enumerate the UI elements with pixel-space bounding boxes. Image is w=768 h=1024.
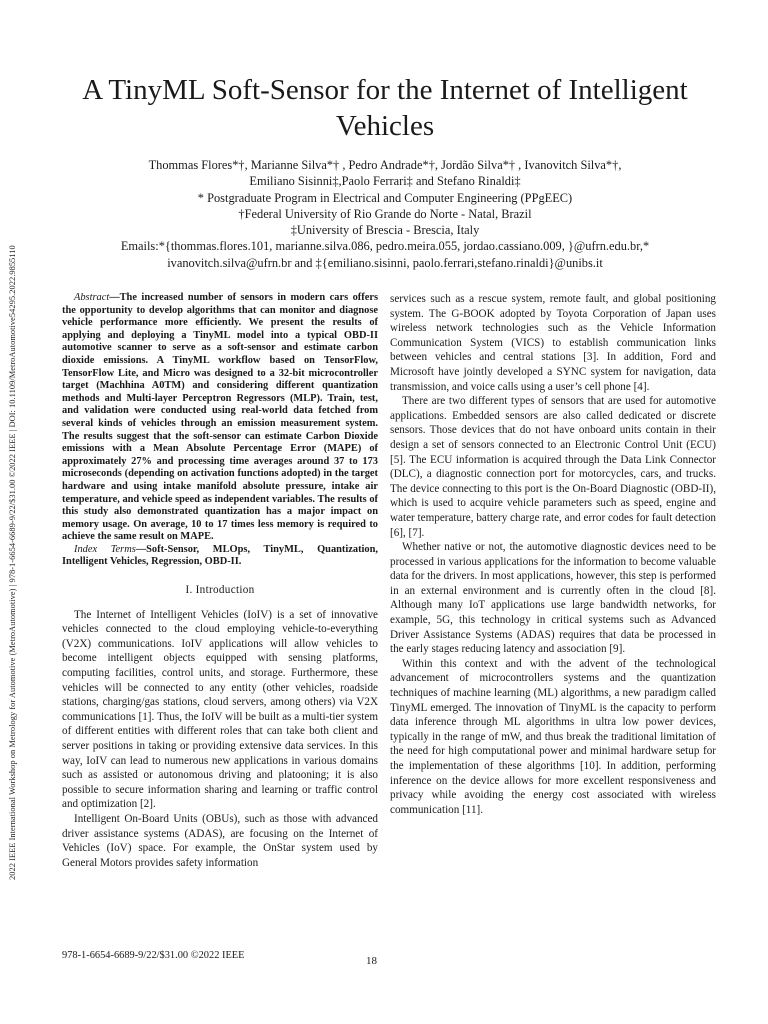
index-terms-text: —Soft-Sensor, MLOps, TinyML, Quantization, Intelligent Vehicles, Regression, OBD-II. bbox=[62, 543, 378, 568]
paper-title: A TinyML Soft-Sensor for the Internet of Intelligent Vehicles bbox=[82, 74, 688, 142]
paragraph: The Internet of Intelligent Vehicles (IoIV) is a set of innovative vehicles connected to the cloud employing vehicle-to-everything (V2X) communications. IoIV applications will allow vehicles to become intelligent objects equipped with sensing platforms, computing facilities, control units, and storage. Furthermore, these vehicles will be connected to any entity (other vehicles, roadside stations, charging/gas stations, cloud servers, among others) via V2X communications [1]. Thus, the IoIV will be built as a multi-tier system of different entities with different roles that can take both client and server positions in taking or providing extensive data services. In this way, IoIV can lead to numerous new applications in various domains such as assisted or autonomous driving and platooning; it is also possible to secure information sharing and learning or traffic control and optimization [2]. bbox=[62, 608, 378, 811]
abstract-label: Abstract bbox=[74, 292, 110, 303]
section-heading-introduction: I. Introduction bbox=[185, 584, 255, 597]
abstract-text: —The increased number of sensors in modern cars offers the opportunity to develop algorithms that can monitor and diagnose vehicle performance more efficiently. We present the results of applying and deploying a TinyML model into a typical OBD-II automotive scanner to serve as a soft-sensor and estimate carbon dioxide emissions. A TinyML workflow based on TensorFlow, TensorFlow Lite, and Micro was designed to a 32-bit microcontroller target (Machhina A0TM) and considering different quantization methods and Multi-layer Perceptron Regressors (MLP). Train, test, and validation were conducted using real-world data fetched from several kinds of vehicles through an emission measurement system. The results suggest that the soft-sensor can estimate Carbon Dioxide emissions with a Mean Absolute Percentage Error (MAPE) of approximately 27% and processing time averages around 37 to 173 microseconds (depending on activation functions adopted) in the target hardware and using intake manifold absolute pressure, intake air temperature, and vehicle speed as independent variables. The results of this study also demonstrated quantization has a major impact on memory usage. On average, 10 to 17 times less memory is required to achieve the same result on MAPE. bbox=[62, 292, 378, 543]
doi-banner-text: 2022 IEEE International Workshop on Metrology for Automotive (MetroAutomotive) | 978-1-6654-6689-9/22/$31.00 ©2022 IEEE | DOI: 10.1109/MetroAutomotive54295.2022.9855110 bbox=[8, 245, 17, 880]
abstract bbox=[62, 292, 378, 544]
emails-line-1: Emails:*{thommas.flores.101, marianne.silva.086, pedro.meira.055, jordao.cassiano.009, }@ufrn.edu.br,* bbox=[120, 239, 650, 254]
index-terms-label: Index Terms bbox=[74, 543, 136, 555]
paragraph: Intelligent On-Board Units (OBUs), such as those with advanced driver assistance systems (ADAS), are focusing on the Internet of Vehicles (IoV) space. For example, the OnStar system used by General Motors provides safety information bbox=[62, 812, 378, 869]
page-number: 18 bbox=[366, 955, 377, 967]
authors-line-1: Thommas Flores*†, Marianne Silva*† , Pedro Andrade*†, Jordão Silva*† , Ivanovitch Silva*†, bbox=[148, 158, 622, 172]
affiliation-1: * Postgraduate Program in Electrical and Computer Engineering (PPgEEC) bbox=[197, 190, 573, 205]
paragraph: Whether native or not, the automotive diagnostic devices need to be processed in various applications for the information to become valuable data for the drivers. In most applications, however, this step is performed in an external environment and is currently often in the cloud [8]. Although many IoT applications use large bandwidth networks, for example, 5G, this technology in critical systems such as Advanced Driver Assistance Systems (ADAS) requires that data be processed in the early stages reducing latency and association [9]. bbox=[390, 541, 716, 656]
paragraph: services such as a rescue system, remote fault, and global positioning system. The G-BOOK adopted by Toyota Corporation of Japan uses wireless network technologies such as the Vehicle Information Communication System (VICS) to establish communication links between vehicles and central stations [3]. In addition, Ford and Microsoft have jointly developed a SYNC system for navigation, data transmission, and voice calls using a user’s cell phone [4]. bbox=[390, 293, 716, 393]
paragraph: There are two different types of sensors that are used for automotive applications. Embedded sensors are also called dedicated or discrete sensors. Those devices that do not have onboard units contain in their design a set of sensors connected to an Electronic Control Unit (ECU) [5]. The ECU information is acquired through the Data Link Connector (DLC), a diagnostic connection port for motorcycles, cars, and trucks. The device connecting to this port is the On-Board Diagnostic (OBD-II), which is used to acquire vehicle parameters such as speed, engine and water temperature, battery charge rate, and error codes for fault detection [6], [7]. bbox=[390, 395, 716, 539]
paragraph: Within this context and with the advent of the technological advancement of microcontrollers systems and the quantization techniques of machine learning (ML) algorithms, a new paradigm called TinyML emerged. The innovation of TinyML is the capacity to perform data inference through ML algorithms in ultra low power devices, typically in the range of mW, and thus break the traditional limitation of the need for high computational power and minimal hardware setup for the implementation of these algorithms [10]. In addition, performing inference on the device allows for more excellent responsiveness and privacy while avoiding the energy cost associated with wireless communication [11]. bbox=[390, 657, 716, 816]
side-margin-banner bbox=[8, 150, 22, 880]
emails-line-2: ivanovitch.silva@ufrn.br and ‡{emiliano.sisinni, paolo.ferrari,stefano.rinaldi}@unibs.it bbox=[167, 255, 603, 270]
authors-line-2: Emiliano Sisinni‡,Paolo Ferrari‡ and Stefano Rinaldi‡ bbox=[249, 174, 521, 189]
left-column bbox=[62, 292, 378, 870]
affiliation-3: ‡University of Brescia - Brescia, Italy bbox=[290, 223, 480, 238]
author-block bbox=[60, 157, 710, 271]
right-column bbox=[390, 292, 716, 817]
affiliation-2: †Federal University of Rio Grande do Norte - Natal, Brazil bbox=[238, 206, 532, 221]
index-terms bbox=[62, 544, 378, 569]
copyright-footer: 978-1-6654-6689-9/22/$31.00 ©2022 IEEE bbox=[62, 950, 245, 961]
